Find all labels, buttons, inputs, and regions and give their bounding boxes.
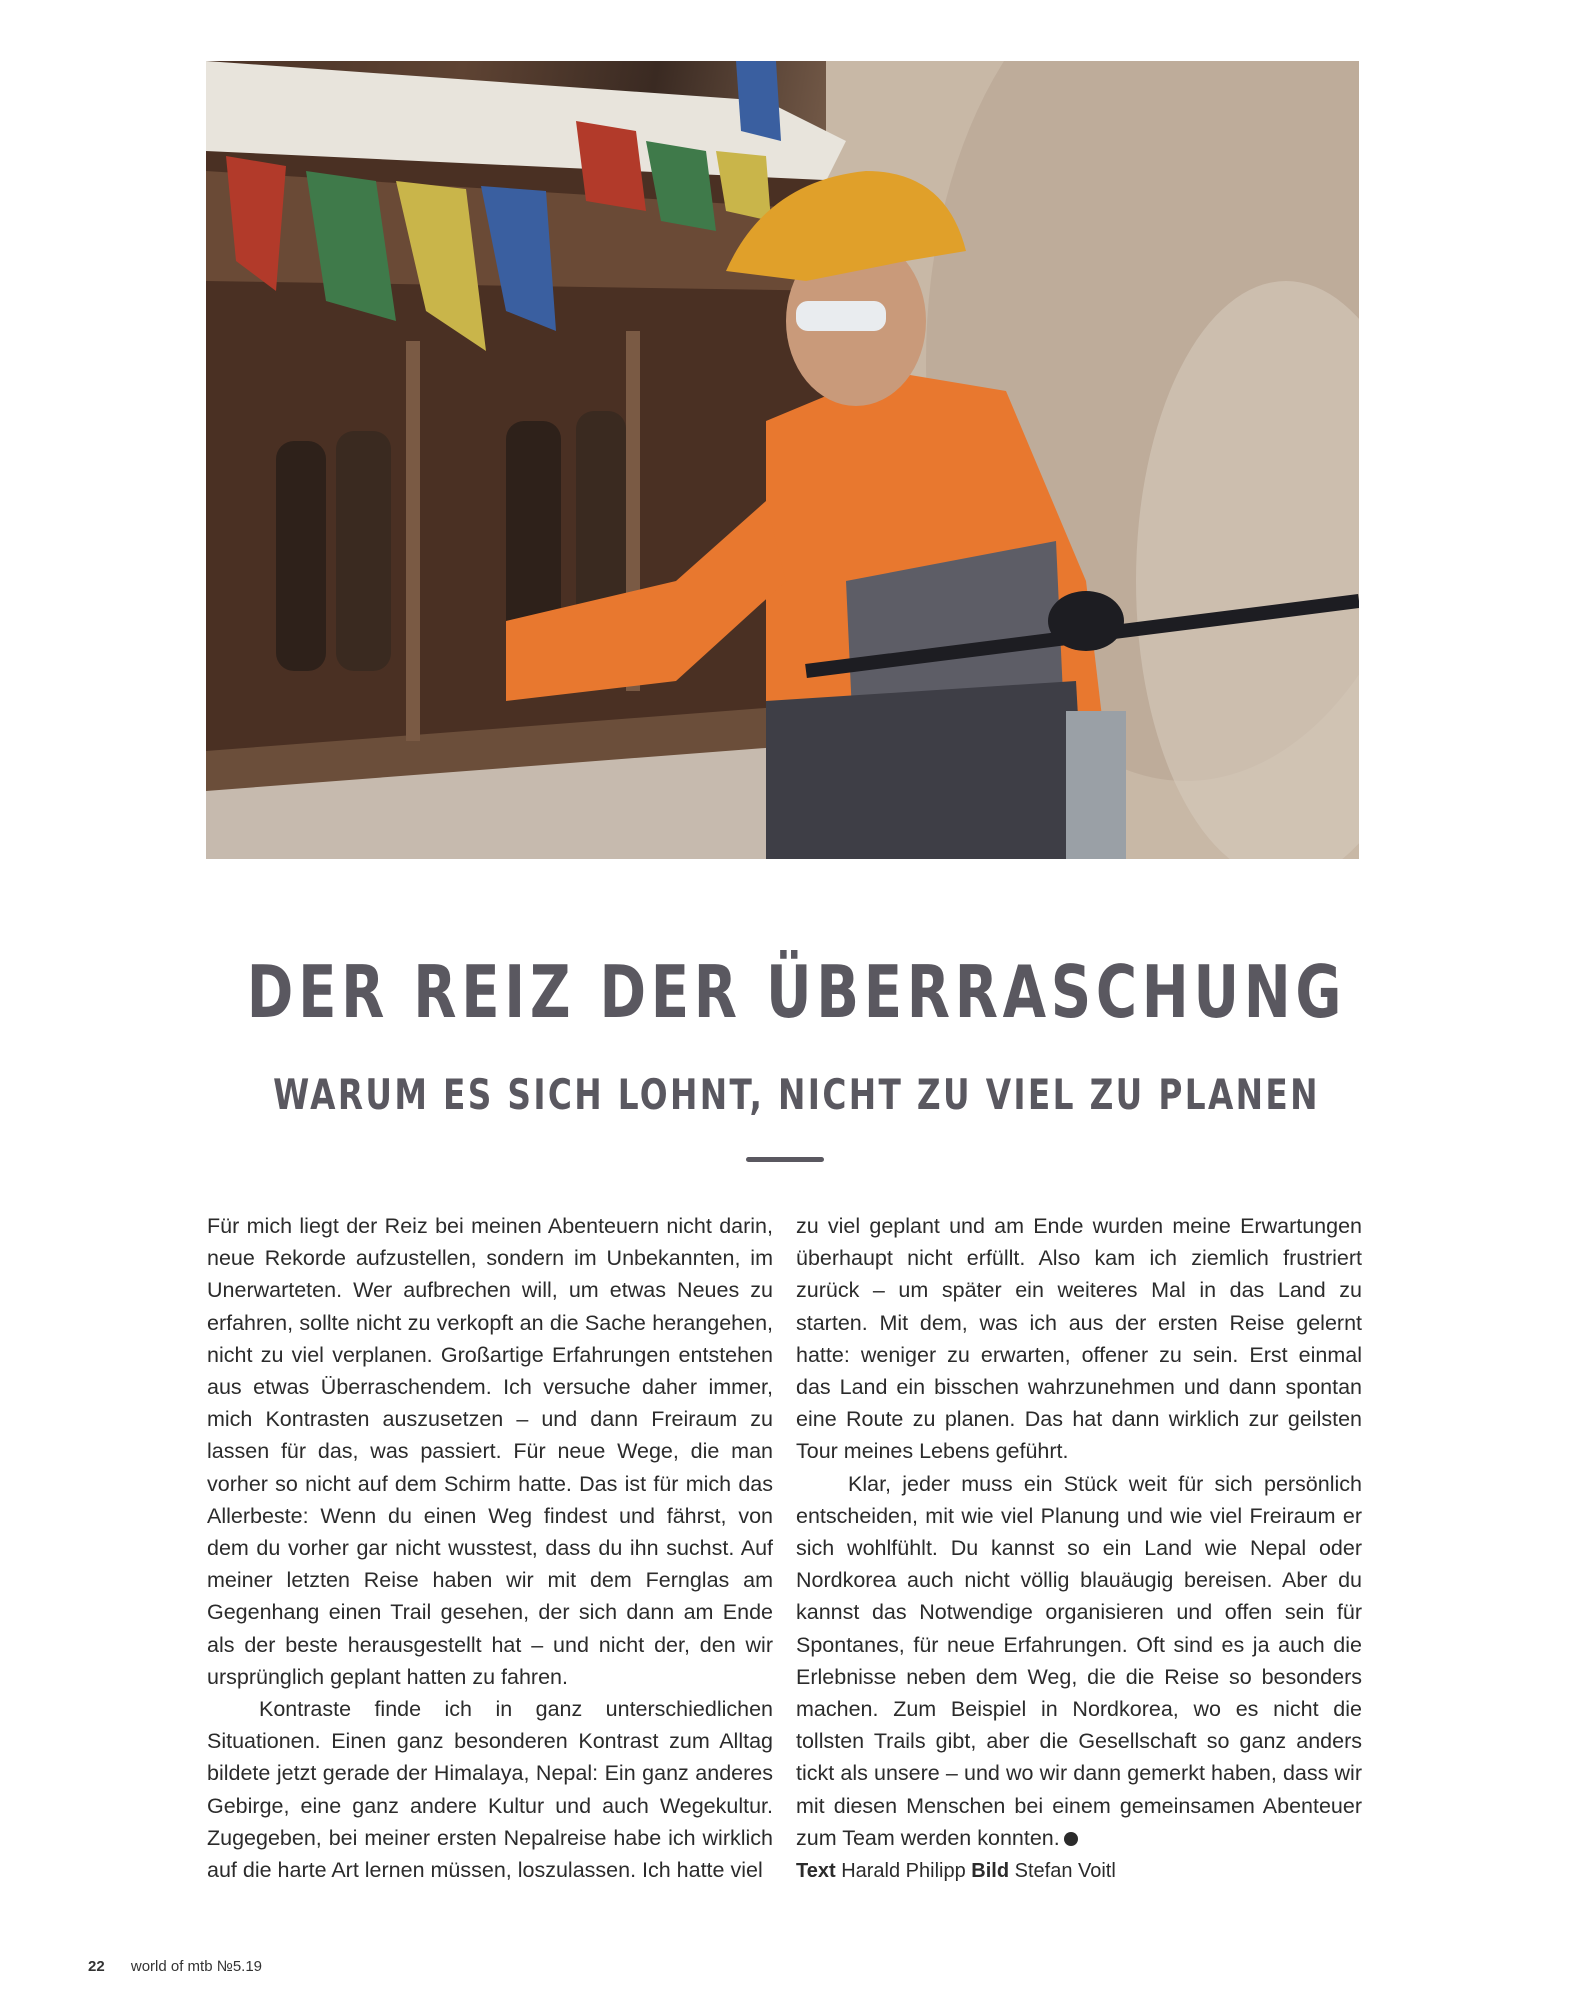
article-title: DER REIZ DER ÜBERRASCHUNG — [246, 950, 1347, 1034]
title-divider — [746, 1157, 824, 1162]
text-column-left — [207, 1210, 773, 1886]
hero-photo — [206, 61, 1359, 859]
paragraph: Für mich liegt der Reiz bei meinen Abenteuern nicht darin, neue Rekorde aufzustellen, sondern im Unbekannten, im Unerwarteten. Wer aufbrechen will, um etwas Neues zu erfahren, sollte nicht zu verkopft an die Sache herangehen, nicht zu viel verplanen. Großartige Erfahrungen entstehen aus etwas Überraschendem. Ich versuche daher immer, mich Kontrasten auszusetzen – und dann Freiraum zu lassen für das, was passiert. Für neue Wege, die man vorher so nicht auf dem Schirm hatte. Das ist für mich das Allerbeste: Wenn du einen Weg findest und fährst, von dem du vorher gar nicht wusstest, dass du ihn suchst. Auf meiner letzten Reise haben wir mit dem Fernglas am Gegenhang einen Trail gesehen, der sich dann am Ende als der beste herausgestellt hat – und nicht der, den wir ursprünglich geplant hatten zu fahren. — [207, 1214, 773, 1689]
paragraph: Kontraste finde ich in ganz unterschiedlichen Situationen. Einen ganz besonderen Kontrast zum Alltag bildete jetzt gerade der Himalaya, Nepal: Ein ganz anderes Gebirge, eine ganz andere Kultur und auch Wegekultur. Zugegeben, bei meiner ersten Nepalreise habe ich wirklich auf die harte Art lernen müssen, loszulassen. Ich hatte viel — [207, 1697, 773, 1883]
paragraph: zu viel geplant und am Ende wurden meine Erwartungen überhaupt nicht erfüllt. Also kam ich ziemlich frustriert zurück – um später ein weiteres Mal in das Land zu starten. Mit dem, was ich aus der ersten Reise gelernt hatte: weniger zu erwarten, offener zu sein. Erst einmal das Land ein bisschen wahrzunehmen und dann spontan eine Route zu planen. Das hat dann wirklich zur geilsten Tour meines Lebens geführt. — [796, 1214, 1362, 1464]
credit-author: Harald Philipp — [841, 1860, 966, 1883]
paragraph-text: Klar, jeder muss ein Stück weit für sich persönlich entscheiden, mit wie viel Planung und wie viel Freiraum er sich wohlfühlt. Du kannst so ein Land wie Nepal oder Nordkorea auch nicht völlig blauäugig bereisen. Aber du kannst das Notwendige organisieren und offen sein für Spontanes, für neue Erfahrungen. Oft sind es ja auch die Erlebnisse neben dem Weg, die die Reise so besonders machen. Zum Beispiel in Nordkorea, wo es nicht die tollsten Trails gibt, aber die Gesellschaft so ganz anders tickt als unsere – und wo wir dann gemerkt haben, dass wir mit diesen Menschen bei einem gemeinsamen Abenteuer zum Team werden konnten. — [796, 1471, 1362, 1850]
paragraph-final — [796, 1468, 1362, 1854]
end-mark-icon — [1064, 1832, 1078, 1846]
article-subtitle: WARUM ES SICH LOHNT, NICHT ZU VIEL ZU PLANEN — [273, 1070, 1320, 1119]
page-number: 22 — [88, 1958, 105, 1975]
credit-text-label: Text — [796, 1860, 836, 1883]
hero-photo-illustration — [206, 61, 1359, 859]
magazine-issue: world of mtb №5.19 — [130, 1958, 263, 1975]
credit-photo-label: Bild — [971, 1860, 1010, 1883]
page-footer — [88, 1958, 262, 1975]
article-credits — [796, 1855, 1362, 1887]
credit-photographer: Stefan Voitl — [1014, 1860, 1116, 1883]
text-column-right — [796, 1210, 1362, 1887]
